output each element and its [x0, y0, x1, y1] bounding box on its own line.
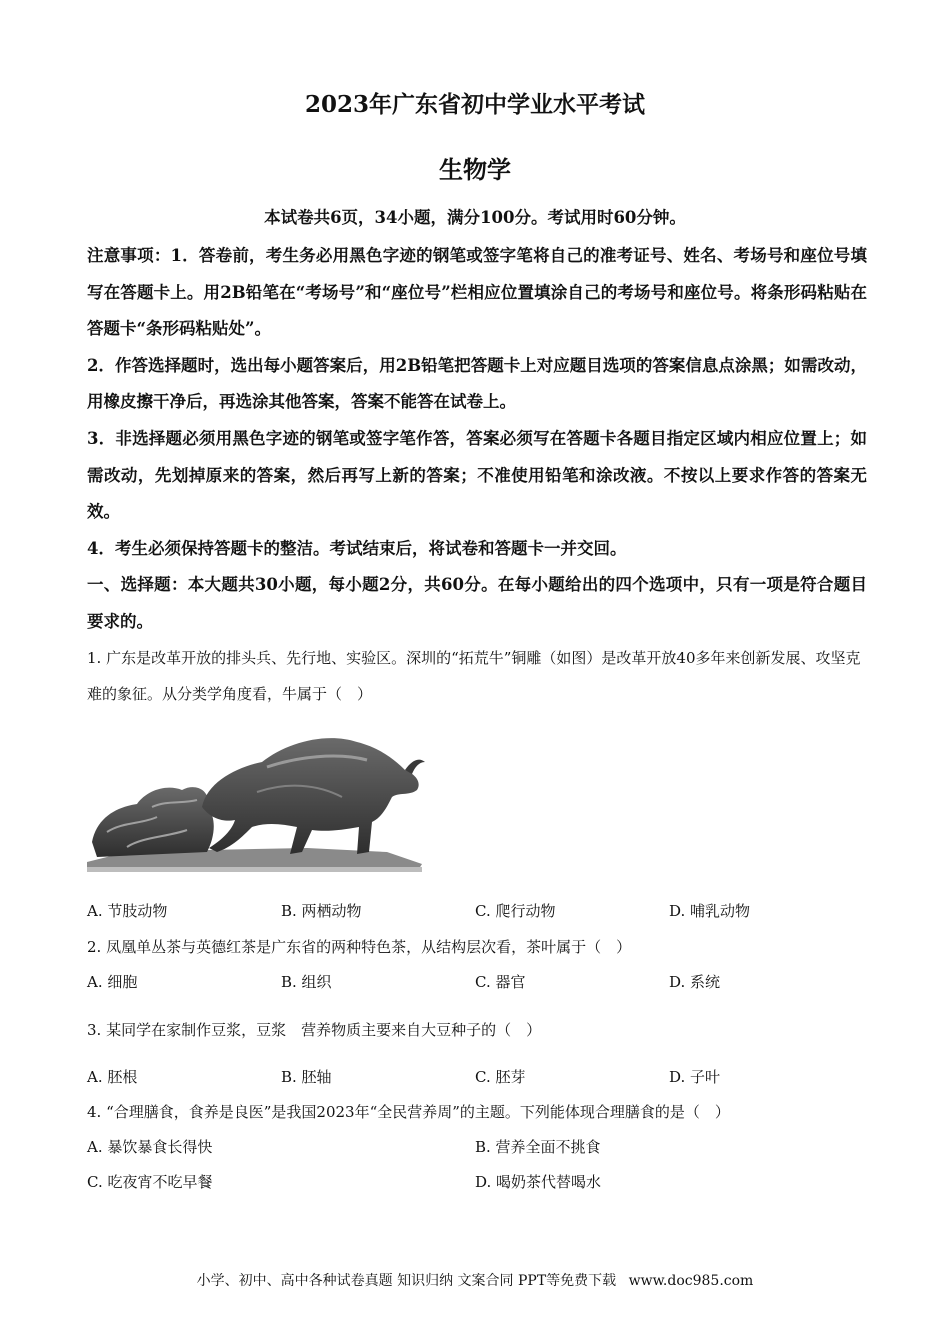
question-2-options	[87, 971, 867, 995]
bull-sculpture-image	[87, 712, 427, 877]
option-b[interactable]: B. 胚轴	[281, 1068, 332, 1086]
page-footer	[0, 1270, 950, 1290]
option-d[interactable]: D. 系统	[669, 973, 721, 991]
question-4-options-row1	[87, 1136, 867, 1160]
question-stem: 1. 广东是改革开放的排头兵、先行地、实验区。深圳的“拓荒牛”铜雕（如图）是改革开放40多年来创新发展、攻坚克难的象征。从分类学角度看，牛属于（ ）	[87, 649, 861, 703]
option-c[interactable]: C. 胚芽	[475, 1068, 526, 1086]
exam-title: 2023年广东省初中学业水平考试	[304, 91, 645, 118]
option-c[interactable]: C. 爬行动物	[475, 902, 556, 920]
exam-intro: 本试卷共6页，34小题，满分100分。考试用时60分钟。	[264, 208, 686, 227]
question-3-options	[87, 1066, 867, 1090]
option-b[interactable]: B. 两栖动物	[281, 902, 362, 920]
question-stem: 3. 某同学在家制作豆浆，豆浆 营养物质主要来自大豆种子的（ ）	[87, 1021, 542, 1039]
option-d[interactable]: D. 子叶	[669, 1068, 721, 1086]
option-a[interactable]: A. 节肢动物	[87, 902, 168, 920]
question-stem: 2. 凤凰单丛茶与英德红茶是广东省的两种特色茶，从结构层次看，茶叶属于（ ）	[87, 938, 632, 956]
question-3	[87, 1012, 867, 1048]
option-a[interactable]: A. 暴饮暴食长得快	[87, 1138, 213, 1156]
question-4-options-row2	[87, 1171, 867, 1195]
question-2	[87, 929, 867, 965]
option-d[interactable]: D. 喝奶茶代替喝水	[475, 1173, 602, 1191]
question-1-options	[87, 900, 867, 924]
question-1	[87, 640, 867, 712]
footer-text: 小学、初中、高中各种试卷真题 知识归纳 文案合同 PPT等免费下载	[196, 1273, 617, 1289]
note-item: 4．考生必须保持答题卡的整洁。考试结束后，将试卷和答题卡一并交回。	[87, 538, 627, 558]
option-d[interactable]: D. 哺乳动物	[669, 902, 751, 920]
option-b[interactable]: B. 组织	[281, 973, 332, 991]
instructions-block	[87, 238, 867, 641]
option-c[interactable]: C. 吃夜宵不吃早餐	[87, 1173, 213, 1191]
option-a[interactable]: A. 细胞	[87, 973, 138, 991]
question-4	[87, 1094, 867, 1130]
note-item: 注意事项：1．答卷前，考生务必用黑色字迹的钢笔或签字笔将自己的准考证号、姓名、考场号和座位号填写在答题卡上。用2B铅笔在“考场号”和“座位号”栏相应位置填涂自己的考场号和座位号。将条形码粘贴在答题卡“条形码粘贴处”。	[87, 246, 867, 339]
subject-title: 生物学	[439, 155, 511, 184]
option-b[interactable]: B. 营养全面不挑食	[475, 1138, 601, 1156]
option-a[interactable]: A. 胚根	[87, 1068, 138, 1086]
note-item: 3．非选择题必须用黑色字迹的钢笔或签字笔作答，答案必须写在答题卡各题目指定区域内相应位置上；如需改动，先划掉原来的答案，然后再写上新的答案；不准使用铅笔和涂改液。不按以上要求作答的答案无效。	[87, 428, 867, 522]
question-stem: 4. “合理膳食，食养是良医”是我国2023年“全民营养周”的主题。下列能体现合理膳食的是（ ）	[87, 1103, 730, 1121]
option-c[interactable]: C. 器官	[475, 973, 526, 991]
footer-url[interactable]: www.doc985.com	[628, 1273, 754, 1289]
section-heading: 一、选择题：本大题共30小题，每小题2分，共60分。在每小题给出的四个选项中，只有一项是符合题目要求的。	[87, 575, 867, 631]
note-item: 2．作答选择题时，选出每小题答案后，用2B铅笔把答题卡上对应题目选项的答案信息点涂黑；如需改动，用橡皮擦干净后，再选涂其他答案，答案不能答在试卷上。	[87, 355, 867, 412]
